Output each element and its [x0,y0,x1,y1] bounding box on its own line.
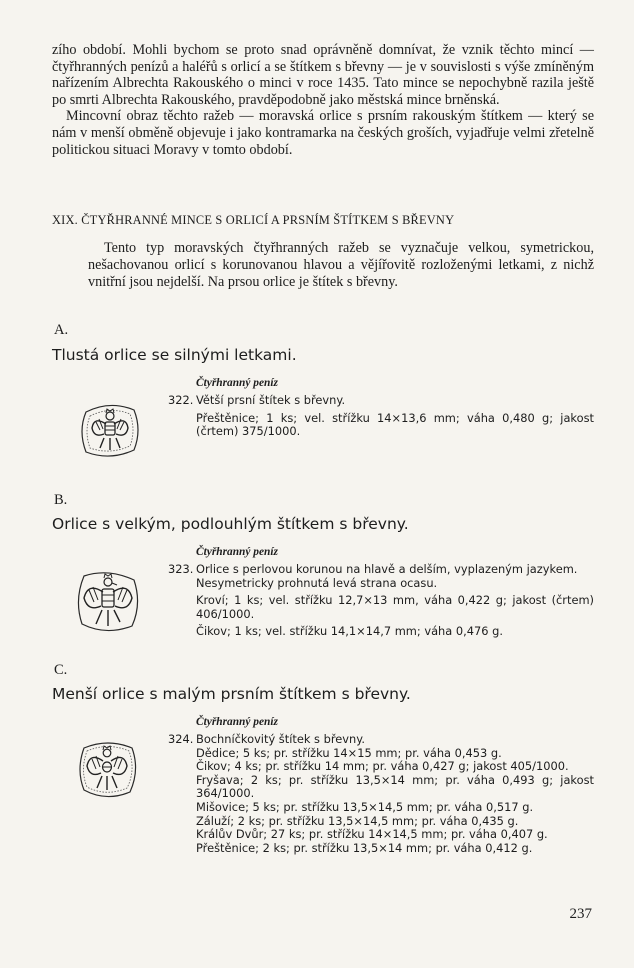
find-record: Fryšava; 2 ks; pr. střížku 13,5×14 mm; pr. váha 0,493 g; jakost 364/1000. [196,772,594,801]
group-b-category: Čtyřhranný peníz [196,546,278,558]
group-b-letter: B. [54,492,68,508]
group-c-letter: C. [54,662,68,678]
find-record: Dědice; 5 ks; pr. střížku 14×15 mm; pr. váha 0,453 g. [196,745,502,760]
catalog-entry-322 [168,394,594,439]
find-record: Králův Dvůr; 27 ks; pr. střížku 14×14,5 mm; pr. váha 0,407 g. [196,827,548,842]
catalog-entry-324 [168,733,594,855]
find-record: Mišovice; 5 ks; pr. střížku 13,5×14,5 mm; pr. váha 0,517 g. [196,799,534,814]
entry-description: Bochníčkovitý štítek s břevny. [196,732,365,746]
entry-description: Orlice s perlovou korunou na hlavě a delším, vyplazeným jazykem. Nesymetricky prohnutá levá strana ocasu. [196,562,578,590]
intro-paragraph-2: Mincovní obraz těchto ražeb — moravská orlice s prsním rakouským štítkem — který se nám v menší obměně objevuje i jako kontramarka na českých groších, vyjadřuje velmi zřetelně politickou situaci Moravy v tomto období. [52,108,594,158]
page-number: 237 [569,906,592,922]
section-heading: XIX. ČTYŘHRANNÉ MINCE S ORLICÍ A PRSNÍM ŠTÍTKEM S BŘEVNY [52,213,455,227]
group-a-category: Čtyřhranný peníz [196,377,278,389]
intro-paragraph-1: zího období. Mohli bychom se proto snad oprávněně domnívat, že vznik těchto mincí — čtyřhranných penízů a haléřů s orlicí a se štítkem s břevny — je v souvislosti s výše zmíněným nařízením Albrechta Rakouského o minci v roce 1435. Tato mince se nepochybně razila ještě po smrti Albrechta Rakouského, pravděpodobně jako městská mince brněnská. [52,42,594,108]
catalog-entry-323 [168,563,594,639]
entry-number: 323. [168,562,194,576]
group-c-title: Menší orlice s malým prsním štítkem s břevny. [52,685,411,703]
intro-text [52,42,594,158]
find-record: Přeštěnice; 1 ks; vel. střížku 14×13,6 mm; váha 0,480 g; jakost (črtem) 375/1000. [196,410,594,439]
eagle-coin-drawing-323 [72,566,144,638]
entry-number: 324. [168,732,194,746]
find-record: Čikov; 4 ks; pr. střížku 14 mm; pr. váha 0,427 g; jakost 405/1000. [196,759,569,774]
group-c-category: Čtyřhranný peníz [196,716,278,728]
eagle-coin-drawing-322 [76,398,144,462]
find-record: Záluží; 2 ks; pr. střížku 13,5×14,5 mm; pr. váha 0,435 g. [196,813,519,828]
entry-description: Větší prsní štítek s břevny. [196,393,346,407]
find-record: Čikov; 1 ks; vel. střížku 14,1×14,7 mm; váha 0,476 g. [196,624,503,639]
group-a-letter: A. [54,322,69,338]
group-b-title: Orlice s velkým, podlouhlým štítkem s břevny. [52,515,409,533]
section-lead [88,240,594,291]
find-record: Kroví; 1 ks; vel. střížku 12,7×13 mm, váha 0,422 g; jakost (črtem) 406/1000. [196,593,594,621]
eagle-coin-drawing-324 [74,736,140,802]
section-lead-text: Tento typ moravských čtyřhranných ražeb se vyznačuje velkou, symetrickou, nešachovanou orlicí s korunovanou hlavou a vějířovitě rozloženými letkami, z nichž vnitřní jsou nejdelší. Na prsou orlice je štítek s břevny. [88,240,594,290]
entry-number: 322. [168,393,194,407]
find-record: Přeštěnice; 2 ks; pr. střížku 13,5×14 mm; pr. váha 0,412 g. [196,840,533,855]
group-a-title: Tlustá orlice se silnými letkami. [52,346,297,364]
